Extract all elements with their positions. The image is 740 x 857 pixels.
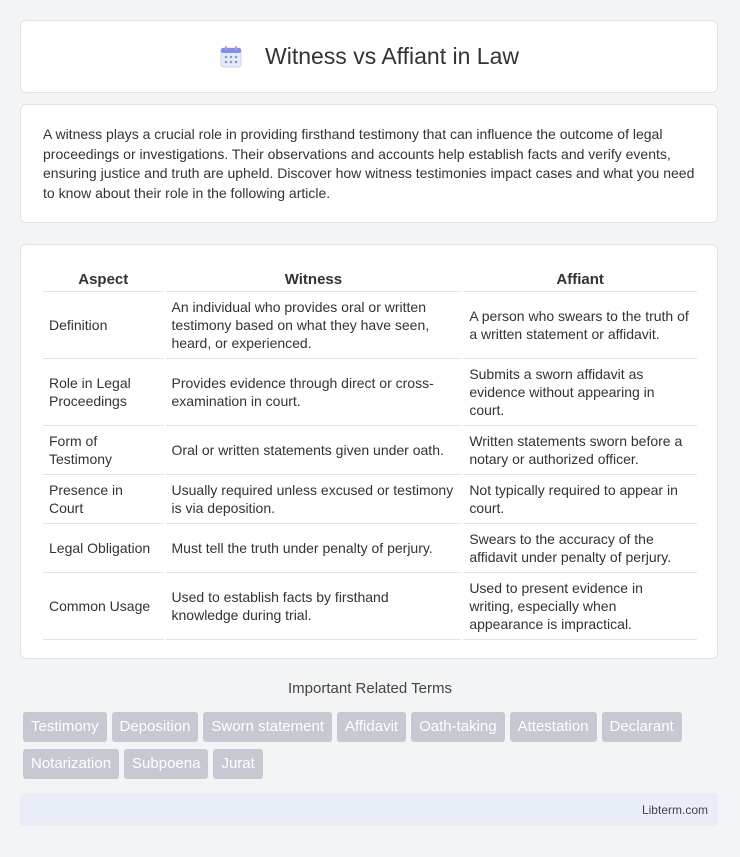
intro-text: A witness plays a crucial role in providing firsthand testimony that can influence the outcome of legal proceedings or investigations. Their observations and accounts help establish facts and verify events, ensuring justice and truth are upheld. Discover how witness testimonies impact cases and what you need to know about their role in the following article. xyxy=(43,126,695,201)
calendar-icon xyxy=(219,45,243,69)
table-row xyxy=(43,475,697,524)
footer xyxy=(20,793,718,826)
tag-sworn-statement[interactable]: Sworn statement xyxy=(203,712,332,742)
cell-witness: Must tell the truth under penalty of perjury. xyxy=(166,524,462,573)
cell-witness: An individual who provides oral or written testimony based on what they have seen, heard, or experienced. xyxy=(166,292,462,359)
table-row xyxy=(43,573,697,640)
tag-jurat[interactable]: Jurat xyxy=(213,749,262,779)
tag-deposition[interactable]: Deposition xyxy=(112,712,199,742)
tag-oath-taking[interactable]: Oath-taking xyxy=(411,712,505,742)
intro-card xyxy=(20,104,718,223)
cell-aspect: Presence in Court xyxy=(43,475,164,524)
cell-witness: Oral or written statements given under oath. xyxy=(166,426,462,475)
cell-affiant: Swears to the accuracy of the affidavit under penalty of perjury. xyxy=(463,524,697,573)
cell-witness: Used to establish facts by firsthand knowledge during trial. xyxy=(166,573,462,640)
tag-declarant[interactable]: Declarant xyxy=(602,712,682,742)
cell-affiant: Submits a sworn affidavit as evidence without appearing in court. xyxy=(463,359,697,426)
related-terms-title: Important Related Terms xyxy=(288,680,452,697)
header-witness: Witness xyxy=(166,265,462,292)
cell-aspect: Definition xyxy=(43,292,164,359)
tag-subpoena[interactable]: Subpoena xyxy=(124,749,208,779)
cell-aspect: Role in Legal Proceedings xyxy=(43,359,164,426)
cell-aspect: Legal Obligation xyxy=(43,524,164,573)
cell-aspect: Form of Testimony xyxy=(43,426,164,475)
comparison-table xyxy=(41,265,699,640)
table-header-row xyxy=(43,265,697,292)
comparison-table-card xyxy=(20,244,718,659)
cell-affiant: Used to present evidence in writing, especially when appearance is impractical. xyxy=(463,573,697,640)
cell-affiant: A person who swears to the truth of a written statement or affidavit. xyxy=(463,292,697,359)
cell-witness: Provides evidence through direct or cross-examination in court. xyxy=(166,359,462,426)
cell-aspect: Common Usage xyxy=(43,573,164,640)
tag-testimony[interactable]: Testimony xyxy=(23,712,107,742)
cell-witness: Usually required unless excused or testimony is via deposition. xyxy=(166,475,462,524)
table-row xyxy=(43,359,697,426)
header-aspect: Aspect xyxy=(43,265,164,292)
table-row xyxy=(43,426,697,475)
footer-site-link[interactable]: Libterm.com xyxy=(641,802,708,817)
table-row xyxy=(43,292,697,359)
tag-affidavit[interactable]: Affidavit xyxy=(337,712,406,742)
tag-notarization[interactable]: Notarization xyxy=(23,749,119,779)
header-card xyxy=(20,20,718,93)
header-affiant: Affiant xyxy=(463,265,697,292)
tag-attestation[interactable]: Attestation xyxy=(510,712,597,742)
related-terms-tags xyxy=(23,712,723,786)
cell-affiant: Not typically required to appear in court. xyxy=(463,475,697,524)
table-row xyxy=(43,524,697,573)
cell-affiant: Written statements sworn before a notary or authorized officer. xyxy=(463,426,697,475)
page-title: Witness vs Affiant in Law xyxy=(265,43,519,69)
